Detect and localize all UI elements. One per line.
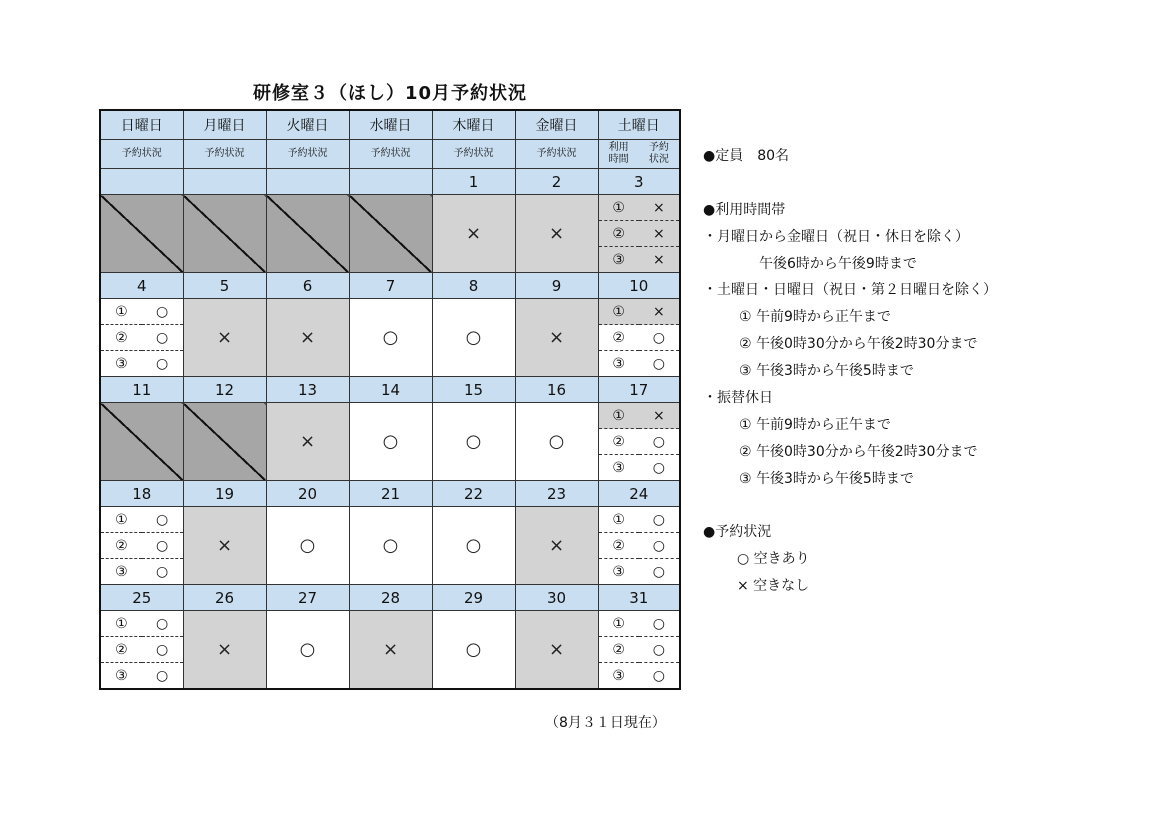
slot-number: ① [599, 195, 639, 221]
substitute-slot-2: ② 午後0時30分から午後2時30分まで [739, 443, 978, 460]
slot-number: ② [599, 221, 639, 247]
date-number: 18 [100, 481, 183, 507]
slot-status-mark: ○ [639, 455, 679, 481]
slot-status-mark: ○ [142, 663, 183, 689]
date-number: 8 [432, 273, 515, 299]
weekend-slot-2: ② 午後0時30分から午後2時30分まで [739, 336, 978, 353]
status-row [100, 611, 680, 690]
date-number: 17 [598, 377, 680, 403]
slot-number: ③ [599, 351, 639, 377]
weekday-header: 火曜日 [266, 110, 349, 140]
status-mark: × [299, 431, 316, 452]
substitute-slot-1: ① 午前9時から正午まで [739, 416, 891, 433]
slot-number: ② [599, 429, 639, 455]
slot-cell [598, 611, 680, 690]
slot-cell [598, 507, 680, 585]
slot-table [101, 299, 183, 376]
date-number: 16 [515, 377, 598, 403]
slot-row [599, 663, 680, 689]
date-number: 11 [100, 377, 183, 403]
weekday-header: 土曜日 [598, 110, 680, 140]
slot-status-mark: ○ [142, 637, 183, 663]
date-row [100, 585, 680, 611]
status-header-row [100, 140, 680, 169]
status-cell [515, 299, 598, 377]
slot-cell [598, 403, 680, 481]
slot-status-mark: ○ [639, 351, 679, 377]
slot-row [101, 299, 183, 325]
date-number: 28 [349, 585, 432, 611]
slot-cell [100, 299, 183, 377]
slot-row [101, 507, 183, 533]
status-cell [266, 299, 349, 377]
slot-row [101, 663, 183, 689]
date-number: 2 [515, 169, 598, 195]
date-row [100, 273, 680, 299]
slot-status-mark: ○ [639, 533, 679, 559]
slot-cell [598, 195, 680, 273]
slot-row [101, 637, 183, 663]
weekday-header: 金曜日 [515, 110, 598, 140]
slot-number: ③ [101, 559, 142, 585]
slot-row [599, 325, 680, 351]
slot-row [599, 533, 680, 559]
slot-status-mark: ○ [156, 511, 169, 528]
slot-time-header: 利用時間 [608, 142, 629, 165]
date-number: 23 [515, 481, 598, 507]
slot-number: ② [101, 637, 142, 663]
slot-status-mark: ○ [142, 533, 183, 559]
date-number: 27 [266, 585, 349, 611]
status-cell [183, 299, 266, 377]
slot-status-mark: ○ [639, 325, 679, 351]
slot-status-mark: × [639, 221, 679, 247]
closed-cell [100, 403, 183, 481]
slot-table [101, 507, 183, 584]
status-mark: ○ [465, 327, 482, 348]
status-mark: ○ [548, 431, 565, 452]
slot-status-header: 予約状況 [648, 142, 669, 165]
status-mark: × [548, 223, 565, 244]
date-number: 5 [183, 273, 266, 299]
slot-status-mark: × [639, 299, 679, 325]
date-number: 25 [100, 585, 183, 611]
slot-row [599, 559, 680, 585]
weekday-header: 水曜日 [349, 110, 432, 140]
status-cell [266, 403, 349, 481]
slot-row [599, 247, 680, 273]
slot-row [599, 455, 680, 481]
weekday-header: 月曜日 [183, 110, 266, 140]
slot-status-mark: × [639, 247, 679, 273]
capacity-note: ●定員 80名 [703, 148, 790, 164]
slot-row [101, 351, 183, 377]
slot-status-mark: ○ [156, 303, 169, 320]
status-row [100, 195, 680, 273]
status-mark: × [548, 327, 565, 348]
slot-status-mark: ○ [142, 559, 183, 585]
slot-status-mark: ○ [639, 559, 679, 585]
slot-number: ① [115, 511, 128, 528]
slot-row [599, 299, 680, 325]
date-number: 24 [598, 481, 680, 507]
closed-cell [100, 195, 183, 273]
weekend-title: ・土曜日・日曜日（祝日・第２日曜日を除く） [703, 282, 997, 299]
date-number: 13 [266, 377, 349, 403]
status-mark: ○ [382, 431, 399, 452]
status-mark: × [216, 639, 233, 660]
slot-status-mark: × [639, 403, 679, 429]
date-number: 26 [183, 585, 266, 611]
status-mark: ○ [382, 535, 399, 556]
saturday-subheader [598, 140, 680, 169]
date-number: 1 [432, 169, 515, 195]
reservation-calendar [99, 109, 681, 690]
weekday-header-row [100, 110, 680, 140]
status-cell [183, 507, 266, 585]
slot-row [101, 611, 183, 637]
status-header: 予約状況 [266, 140, 349, 169]
weekday-header: 木曜日 [432, 110, 515, 140]
slot-number: ② [599, 533, 639, 559]
status-cell [515, 507, 598, 585]
status-header: 予約状況 [349, 140, 432, 169]
closed-cell [349, 195, 432, 273]
weekday-title: ・月曜日から金曜日（祝日・休日を除く） [703, 228, 969, 245]
date-number: 7 [349, 273, 432, 299]
slot-cell [100, 611, 183, 690]
slot-status-mark: ○ [639, 637, 679, 663]
slot-number: ② [101, 325, 142, 351]
status-header: 予約状況 [183, 140, 266, 169]
slot-status-mark: ○ [142, 325, 183, 351]
date-number: 21 [349, 481, 432, 507]
status-cell [349, 403, 432, 481]
slot-cell [100, 507, 183, 585]
date-number: 6 [266, 273, 349, 299]
status-mark: ○ [465, 431, 482, 452]
date-number: 3 [598, 169, 680, 195]
weekend-slot-1: ① 午前9時から正午まで [739, 309, 891, 326]
saturday-subheader-table [599, 142, 680, 166]
status-mark: × [216, 327, 233, 348]
slot-number: ① [599, 299, 639, 325]
status-mark: ○ [465, 535, 482, 556]
status-row [100, 299, 680, 377]
slot-status-mark: ○ [652, 615, 665, 632]
status-mark: ○ [465, 639, 482, 660]
status-mark: ○ [299, 535, 316, 556]
date-number: 15 [432, 377, 515, 403]
status-title: ●予約状況 [703, 524, 772, 541]
date-number: 14 [349, 377, 432, 403]
status-header: 予約状況 [432, 140, 515, 169]
slot-number: ② [599, 325, 639, 351]
slot-number: ② [101, 533, 142, 559]
status-cell [349, 299, 432, 377]
slot-number: ③ [101, 663, 142, 689]
date-number: 29 [432, 585, 515, 611]
status-mark: ○ [299, 639, 316, 660]
slot-number: ① [115, 303, 128, 320]
slot-status-mark: ○ [652, 511, 665, 528]
status-cell [349, 611, 432, 690]
slot-cell [598, 299, 680, 377]
date-number: 31 [598, 585, 680, 611]
slot-status-mark: ○ [142, 351, 183, 377]
legend-unavailable: × 空きなし [737, 578, 810, 595]
closed-cell [266, 195, 349, 273]
date-number [349, 169, 432, 195]
slot-row [599, 351, 680, 377]
slot-table [599, 195, 680, 272]
status-cell [266, 611, 349, 690]
date-number: 12 [183, 377, 266, 403]
slot-row [599, 195, 680, 221]
slot-row [599, 611, 680, 637]
slot-table [599, 611, 680, 688]
slot-number: ① [599, 403, 639, 429]
closed-cell [183, 195, 266, 273]
slot-row [101, 559, 183, 585]
weekend-slot-3: ③ 午後3時から午後5時まで [739, 363, 914, 380]
slot-number: ③ [599, 455, 639, 481]
status-cell [432, 299, 515, 377]
hours-title: ●利用時間帯 [703, 201, 786, 218]
status-mark: × [216, 535, 233, 556]
date-number: 9 [515, 273, 598, 299]
date-row [100, 377, 680, 403]
status-cell [183, 611, 266, 690]
date-row [100, 169, 680, 195]
substitute-title: ・振替休日 [703, 390, 773, 407]
slot-status-mark: ○ [156, 615, 169, 632]
status-mark: × [382, 639, 399, 660]
status-row [100, 507, 680, 585]
slot-number: ③ [599, 247, 639, 273]
slot-row [101, 325, 183, 351]
status-header: 予約状況 [100, 140, 183, 169]
status-cell [349, 507, 432, 585]
date-number [100, 169, 183, 195]
substitute-slot-3: ③ 午後3時から午後5時まで [739, 470, 914, 487]
status-mark: × [548, 535, 565, 556]
status-cell [432, 403, 515, 481]
weekday-header: 日曜日 [100, 110, 183, 140]
slot-row [599, 507, 680, 533]
slot-table [599, 507, 680, 584]
slot-status-mark: ○ [639, 429, 679, 455]
status-cell [266, 507, 349, 585]
status-cell [515, 611, 598, 690]
slot-number: ① [115, 615, 128, 632]
status-header: 予約状況 [515, 140, 598, 169]
weekday-hours: 午後6時から午後9時まで [759, 255, 917, 272]
status-mark: × [465, 223, 482, 244]
slot-number: ③ [101, 351, 142, 377]
slot-number: ③ [599, 559, 639, 585]
status-row [100, 403, 680, 481]
slot-row [599, 429, 680, 455]
status-cell [515, 195, 598, 273]
date-number: 22 [432, 481, 515, 507]
slot-number: ① [612, 615, 625, 632]
slot-number: ① [612, 511, 625, 528]
date-number: 19 [183, 481, 266, 507]
legend-available: ○ 空きあり [737, 551, 810, 568]
status-cell [515, 403, 598, 481]
status-cell [432, 195, 515, 273]
date-number: 4 [100, 273, 183, 299]
date-number: 30 [515, 585, 598, 611]
as-of-date: （8月３１日現在） [545, 715, 666, 731]
closed-cell [183, 403, 266, 481]
slot-table [101, 611, 183, 688]
status-mark: × [299, 327, 316, 348]
status-cell [432, 611, 515, 690]
slot-row [599, 637, 680, 663]
slot-table [599, 299, 680, 376]
date-number [266, 169, 349, 195]
date-number [183, 169, 266, 195]
slot-status-mark: ○ [639, 663, 679, 689]
date-number: 20 [266, 481, 349, 507]
page-title: 研修室３（ほし）10月予約状況 [252, 83, 528, 104]
slot-row [599, 403, 680, 429]
slot-number: ② [599, 637, 639, 663]
status-cell [432, 507, 515, 585]
slot-table [599, 403, 680, 480]
slot-row [101, 533, 183, 559]
date-number: 10 [598, 273, 680, 299]
slot-number: ③ [599, 663, 639, 689]
slot-status-mark: × [639, 195, 679, 221]
slot-row [599, 221, 680, 247]
notes-panel [703, 143, 997, 600]
status-mark: ○ [382, 327, 399, 348]
status-mark: × [548, 639, 565, 660]
date-row [100, 481, 680, 507]
